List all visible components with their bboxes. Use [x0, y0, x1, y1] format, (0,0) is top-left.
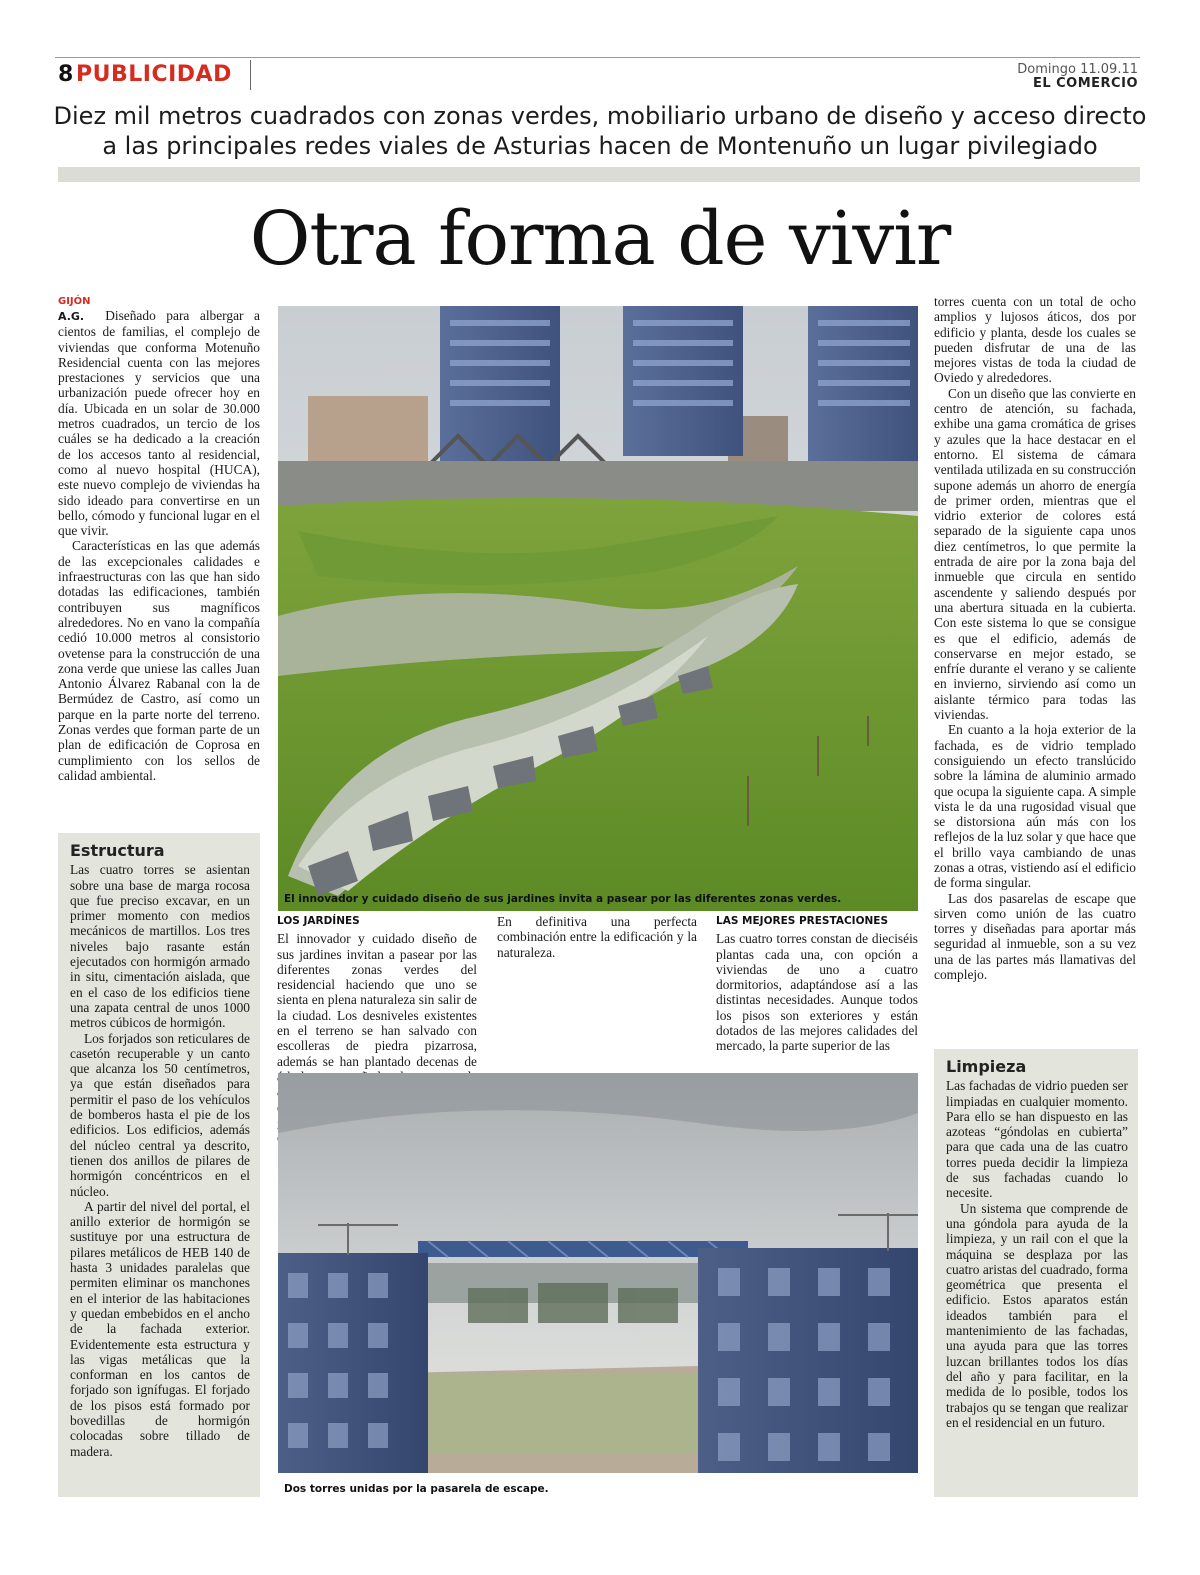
deck-line-2: a las principales redes viales de Asturias hacen de Montenuño un lugar pivilegiado [102, 132, 1098, 160]
garden-photo [278, 306, 918, 911]
headline: Otra forma de vivir [249, 196, 951, 282]
intro-paragraph-1: A.G. Diseñado para albergar a cientos de familias, el complejo de viviendas que conforma Motenuño Residencial cuenta con las mejores prestaciones y servicios que una urbanización puede ofrecer hoy en día. Ubicada en un solar de 30.000 metros cuadrados, un tercio de los cuáles se ha dedicado a la creación de los accesos tanto al residencial, como al nuevo hospital (HUCA), este nuevo complejo de viviendas ha sido ideado para convertirse en un bello, cómodo y funcional lugar en el que vivir. [58, 308, 260, 539]
right-paragraph-3: En cuanto a la hoja exterior de la fachada, es de vidrio templado consiguiendo un efecto translúcido sobre la lámina de aluminio armado que ocupa la siguiente capa. A simple vista le da una rugosidad visual que se distorsiona aún más con los reflejos de la luz solar y que hace que el brillo vaya cambiando de unas zonas a otras, vistiendo así el edificio de forma singular. [934, 722, 1136, 891]
garden-photo-illustration [278, 306, 918, 911]
right-column [934, 294, 1136, 982]
section-name: PUBLICIDAD [76, 62, 232, 87]
deck [40, 101, 1160, 161]
garden-photo-caption: El innovador y cuidado diseño de sus jardines invita a pasear por las diferentes zonas verdes. [284, 893, 842, 905]
location-kicker: GIJÓN [58, 296, 91, 307]
limpieza-box [934, 1049, 1138, 1497]
towers-photo-illustration [278, 1073, 918, 1473]
limpieza-paragraph-2: Un sistema que comprende de una góndola para ayuda de la limpieza, y un rail con el que la máquina se desplaza por las cuatro aristas del cuadrado, forma geométrica que presenta el edificio. Estos aparatos están ideados también para el mantenimiento de las fachadas, una ayuda para que las torres luzcan brillantes todos los días del año y para facilitar, en la medida de lo posible, todos los trabajos qu se tengan que realizar en el residencial en un futuro. [946, 1200, 1128, 1430]
right-paragraph-1: torres cuenta con un total de ocho amplios y lujosos áticos, dos por edificio y planta, desde los cuales se pueden disfrutar de una de las mejores vistas de toda la ciudad de Oviedo y alrededores. [934, 294, 1136, 386]
page-number: 8 [58, 62, 74, 87]
jardines-title: LOS JARDÍNES [277, 915, 360, 927]
top-rule [55, 57, 1140, 58]
estructura-paragraph-1: Las cuatro torres se asientan sobre una base de marga rocosa que fue preciso excavar, en un primer momento con medios mecánicos de martillos. Los tres niveles bajo rasante están ejecutados con hormigón armado in situ, cimentación aislada, que en el caso de los edificios tiene una zapata central de unos 1000 metros cúbicos de hormigón. [70, 862, 250, 1031]
jardines-paragraph-2: En definitiva una perfecta combinación entre la edificación y la naturaleza. [497, 914, 697, 960]
intro-column [58, 308, 260, 783]
prestaciones-title: LAS MEJORES PRESTACIONES [716, 915, 889, 927]
issue-date: Domingo 11.09.11 [1017, 62, 1138, 77]
deck-line-1: Diez mil metros cuadrados con zonas verdes, mobiliario urbano de diseño y acceso directo [53, 102, 1147, 130]
limpieza-title: Limpieza [946, 1057, 1027, 1076]
prestaciones-column [716, 914, 918, 1054]
towers-photo-caption: Dos torres unidas por la pasarela de escape. [284, 1483, 549, 1495]
prestaciones-paragraph-1: Las cuatro torres constan de dieciséis plantas cada una, con opción a viviendas de uno a cuatro dormitorios, adaptándose así a las distintas necesidades. Aunque todos los pisos son exteriores y están dotados de las mejores calidades del mercado, la parte superior de las [716, 931, 918, 1054]
estructura-paragraph-3: A partir del nivel del portal, el anillo exterior de hormigón se sustituye por una estructura de pilares metálicos de HEB 140 de hasta 3 unidades paralelas que permiten eliminar os manchones en el interior de las habitaciones y quedan embebidos en el ancho de la fachada exterior. Evidentemente esta estructura y las vigas metálicas que la conforman en los cantos de forjado son ignífugas. El forjado de los pisos está formado por bovedillas de hormigón colocadas sobre tillado de madera. [70, 1198, 250, 1459]
jardines-paragraph-1: El innovador y cuidado diseño de sus jardines invitan a pasear por las diferentes zonas verdes del residencial haciendo que uno se sienta en plena naturaleza sin salir de la ciudad. Los desniveles existentes en el terreno se han salvado con escolleras de piedra pizarrosa, además se han plantado decenas de [277, 931, 477, 1069]
estructura-paragraph-2: Los forjados son reticulares de casetón recuperable y un canto que alcanza los 50 centímetros, ya que están diseñados para permitir el paso de los vehículos de bomberos hasta el pie de los edificios. Los edificios, además del núcleo central ya descrito, tienen dos anillos de pilares de hormigón concéntricos en el núcleo. [70, 1030, 250, 1199]
jardines-column-1 [277, 914, 477, 1069]
byline: A.G. [58, 310, 85, 323]
header-divider [250, 60, 251, 90]
deck-band [58, 167, 1140, 182]
towers-photo [278, 1073, 918, 1473]
newspaper-name: EL COMERCIO [1032, 76, 1138, 91]
jardines-column-2 [497, 914, 697, 960]
right-paragraph-4: Las dos pasarelas de escape que sirven como unión de las cuatro torres y diseñadas para aportar más seguridad al inmueble, son a su vez una de las partes más llamativas del complejo. [934, 890, 1136, 983]
right-paragraph-2: Con un diseño que las convierte en centro de atención, su fachada, exhibe una gama cromática de grises y azules que la hace destacar en el entorno. El sistema de cámara ventilada utilizada en su construcción supone además un ahorro de energía de primer orden, mientras que el vidrio exterior de colores está separado de la siguiente capa unos diez centímetros, lo que permite la entrada de aire por la zona baja del inmueble que circula en sentido ascendente y saliendo después por una abertura situada en la cubierta. Con este sistema lo que se consigue es que el edificio, además de conservarse en mejor estado, se enfríe durante el verano y se caliente en invierno, sirviendo así como un aislante térmico para todas las viviendas. [934, 385, 1136, 723]
estructura-box [58, 833, 260, 1497]
estructura-title: Estructura [70, 841, 165, 860]
limpieza-paragraph-1: Las fachadas de vidrio pueden ser limpiadas en cualquier momento. Para ello se han dispuesto en las azoteas “góndolas en cubierta” para que cada una de las cuatro torres pueda decidir la limpieza de sus fachadas cuando lo necesite. [946, 1078, 1128, 1201]
intro-paragraph-2: Características en las que además de las excepcionales calidades e infraestructuras con las que han sido dotadas las edificaciones, también contribuyen sus magníficos alrededores. No en vano la compañía cedió 10.000 metros al consistorio ovetense para la construcción de una zona verde que uniese las calles Juan Antonio Álvarez Rabanal con la de Bermúdez de Castro, así como un parque en la parte norte del terreno. Zonas verdes que forman parte de un plan de edificación de Coprosa en cumplimiento con los sellos de calidad ambiental. [58, 538, 260, 783]
